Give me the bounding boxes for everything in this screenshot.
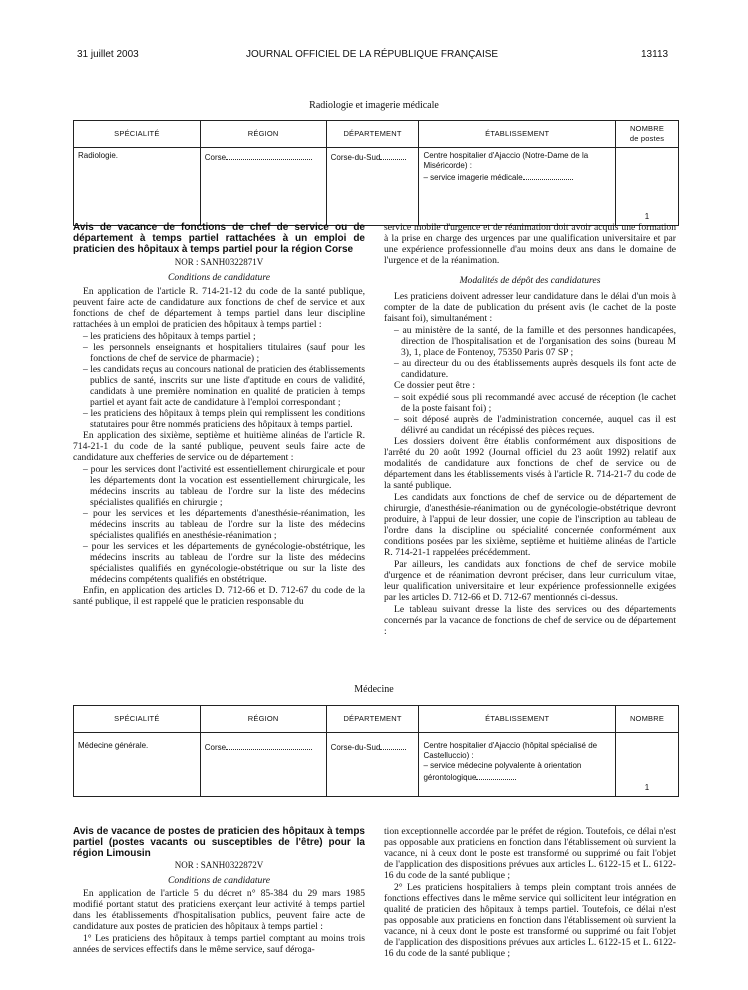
paragraph: Les dossiers doivent être établis conformément aux dispositions de l'arrêté du 20 août 1992 (Journal officiel du 23 août 1992) relatif aux modalités de candidature aux fonctions de chef de service ou de département dans les établissements visés à l'article R. 714-21-7 du code de la santé publique. <box>384 436 676 491</box>
paragraph: service mobile d'urgence et de réanimation doit avoir acquis une formation à la prise en charge des urgences par une qualification universitaire et par une expérience professionnelle d'au moins deux ans dans le domaine de l'urgence et de la réanimation. <box>384 222 676 266</box>
col-departement: DÉPARTEMENT <box>326 121 419 148</box>
avis1-nor: NOR : SANH0322871V <box>174 257 264 267</box>
avis1-list2 <box>73 464 365 585</box>
paragraph: 2° Les praticiens hospitaliers à temps plein comptant trois années de fonctions effectives dans le même service qui sollicitent leur intégration en qualité de praticien des hôpitaux à temps partiel. Toutefois, ce délai n'est pas opposable aux praticiens en fonction dans l'établissement où survient la vacance, ni à ceux dont le poste est transformé ou supprimé ou fait l'objet de l'application des dispositions prévues aux articles L. 6122-15 et L. 6122-16 du code de la santé publique ; <box>384 882 676 959</box>
cell-nombre: 1 <box>616 733 679 797</box>
col-specialite: SPÉCIALITÉ <box>74 121 201 148</box>
avis1-left-column <box>73 222 365 608</box>
table-radiologie <box>73 120 679 226</box>
list-item: – les personnels enseignants et hospitaliers titulaires (sauf pour les fonctions de chef de service de pharmacie) ; <box>83 342 365 364</box>
avis1-list1 <box>73 331 365 430</box>
page-number: 13113 <box>641 49 669 60</box>
avis2-nor: NOR : SANH0322872V <box>174 860 264 870</box>
paragraph: Enfin, en application des articles D. 712-66 et D. 712-67 du code de la santé publique, il est rappelé que le praticien responsable du <box>73 585 365 607</box>
col-specialite: SPÉCIALITÉ <box>74 706 201 733</box>
cell-etablissement: Centre hospitalier d'Ajaccio (Notre-Dame de la Miséricorde) : – service imagerie médicale <box>419 148 616 226</box>
avis2-left-column <box>73 826 365 956</box>
avis2-conditions-heading: Conditions de candidature <box>168 875 270 886</box>
col-nombre: NOMBRE de postes <box>616 121 679 148</box>
table-medecine <box>73 705 679 797</box>
list-item: – les praticiens des hôpitaux à temps plein qui remplissent les conditions statutaires pour être nommés praticiens des hôpitaux à temps partiel. <box>83 408 365 430</box>
table2-caption: Médecine <box>354 684 394 695</box>
list-item: – les praticiens des hôpitaux à temps partiel ; <box>83 331 365 342</box>
paragraph: En application de l'article 5 du décret n° 85-384 du 29 mars 1985 modifié portant statut des praticiens exerçant leur activité à temps partiel dans les établissements d'hospitalisation publics, peuvent faire acte de candidature aux postes de praticien des hôpitaux à temps partiel : <box>73 888 365 932</box>
avis2-title: Avis de vacance de postes de praticien des hôpitaux à temps partiel (postes vacants ou susceptibles de l'être) pour la région Limousin <box>73 826 365 859</box>
cell-region: Corse <box>200 148 326 226</box>
avis1-conditions-heading: Conditions de candidature <box>168 272 270 283</box>
list-item: – pour les services et les départements d'anesthésie-réanimation, les médecins inscrits au tableau de l'ordre sur la liste des médecins spécialistes qualifiés en anesthésie-réanimation ; <box>83 508 365 541</box>
col-etablissement: ÉTABLISSEMENT <box>419 706 616 733</box>
paragraph: 1° Les praticiens des hôpitaux à temps partiel comptant au moins trois années de services effectifs dans le même service, sauf déroga- <box>73 933 365 955</box>
paragraph: Ce dossier peut être : <box>394 380 475 391</box>
list-item: – les candidats reçus au concours national de praticien des établissements publics de santé, inscrits sur une liste d'aptitude en cours de validité, candidats à une première nomination en qualité de praticien à temps partiel et ayant fait acte de candidature à l'emploi correspondant ; <box>83 364 365 408</box>
avis2-right-column <box>384 826 676 960</box>
paragraph: Les praticiens doivent adresser leur candidature dans le délai d'un mois à compter de la date de publication du présent avis (le cachet de la poste faisant foi), simultanément : <box>384 291 676 324</box>
list-item: – soit expédié sous pli recommandé avec accusé de réception (le cachet de la poste faisant foi) ; <box>394 392 676 414</box>
header-date: 31 juillet 2003 <box>77 49 139 60</box>
cell-nombre: 1 <box>616 148 679 226</box>
avis1-list3 <box>384 325 676 380</box>
col-etablissement: ÉTABLISSEMENT <box>419 121 616 148</box>
list-item: – pour les services dont l'activité est essentiellement chirurgicale et pour les départements dont la vocation est essentiellement chirurgicale, les médecins inscrits au tableau de l'ordre sur la liste des médecins spécialistes qualifiés en chirurgie ; <box>83 464 365 508</box>
col-departement: DÉPARTEMENT <box>326 706 419 733</box>
cell-specialite: Radiologie. <box>74 148 201 226</box>
journal-title: JOURNAL OFFICIEL DE LA RÉPUBLIQUE FRANÇAISE <box>246 49 499 60</box>
paragraph: Les candidats aux fonctions de chef de service ou de département de chirurgie, d'anesthésie-réanimation ou de gynécologie-obstétrique devront produire, à l'appui de leur dossier, une copie de l'inscription au tableau de l'ordre dans la discipline ou spécialité concernée conformément aux conditions posées par les sixième, septième et huitième alinéas de l'article R. 714-21-1 rappelées précédemment. <box>384 492 676 558</box>
cell-departement: Corse-du-Sud <box>326 148 419 226</box>
paragraph: Par ailleurs, les candidats aux fonctions de chef de service mobile d'urgence et de réanimation devront préciser, dans leur curriculum vitae, leur qualification universitaire et leur expérience professionnelle exigées par les articles D. 712-66 et D. 712-67 mentionnés ci-dessus. <box>384 559 676 603</box>
list-item: – soit déposé auprès de l'administration concernée, auquel cas il est délivré au candidat un récépissé des pièces reçues. <box>394 414 676 436</box>
cell-departement: Corse-du-Sud <box>326 733 419 797</box>
avis1-right-column <box>384 222 676 638</box>
list-item: – au directeur du ou des établissements auprès desquels ils font acte de candidature. <box>394 358 676 380</box>
paragraph: Le tableau suivant dresse la liste des services ou des départements concernés par la vacance de fonctions de chef de service ou de département : <box>384 604 676 637</box>
col-region: RÉGION <box>200 121 326 148</box>
avis1-modalites-heading: Modalités de dépôt des candidatures <box>459 275 601 286</box>
paragraph: En application de l'article R. 714-21-12 du code de la santé publique, peuvent faire acte de candidature aux fonctions de chef de service et aux fonctions de chef de département à temps partiel dans leur discipline rattachées à un emploi de praticien des hôpitaux à temps partiel : <box>73 286 365 330</box>
list-item: – au ministère de la santé, de la famille et des personnes handicapées, direction de l'hospitalisation et de l'organisation des soins (bureau M 3), 1, place de Fontenoy, 75350 Paris 07 SP ; <box>394 325 676 358</box>
list-item: – pour les services et les départements de gynécologie-obstétrique, les médecins inscrits au tableau de l'ordre sur la liste des médecins spécialistes qualifiés en gynécologie-obstétrique ou sur la liste des médecins compétents qualifiés en obstétrique. <box>83 541 365 585</box>
paragraph: tion exceptionnelle accordée par le préfet de région. Toutefois, ce délai n'est pas opposable aux praticiens en fonction dans l'établissement où survient la vacance, ni à ceux dont le poste est transformé ou supprimé ou fait l'objet de l'application des dispositions prévues aux articles L. 6122-15 et L. 6122-16 du code de la santé publique ; <box>384 826 676 881</box>
table1-caption: Radiologie et imagerie médicale <box>309 100 439 111</box>
cell-region: Corse <box>200 733 326 797</box>
paragraph: En application des sixième, septième et huitième alinéas de l'article R. 714-21-1 du code de la santé publique, peuvent seuls faire acte de candidature aux chefferies de service ou de département : <box>73 430 365 463</box>
col-region: RÉGION <box>200 706 326 733</box>
col-nombre: NOMBRE <box>616 706 679 733</box>
avis1-title: Avis de vacance de fonctions de chef de service ou de département à temps partiel rattachées à un emploi de praticien des hôpitaux à temps partiel pour la région Corse <box>73 222 365 255</box>
avis1-list4 <box>384 392 676 436</box>
cell-etablissement: Centre hospitalier d'Ajaccio (hôpital spécialisé de Castelluccio) : – service médecine polyvalente à orientation gérontologique <box>419 733 616 797</box>
cell-specialite: Médecine générale. <box>74 733 201 797</box>
